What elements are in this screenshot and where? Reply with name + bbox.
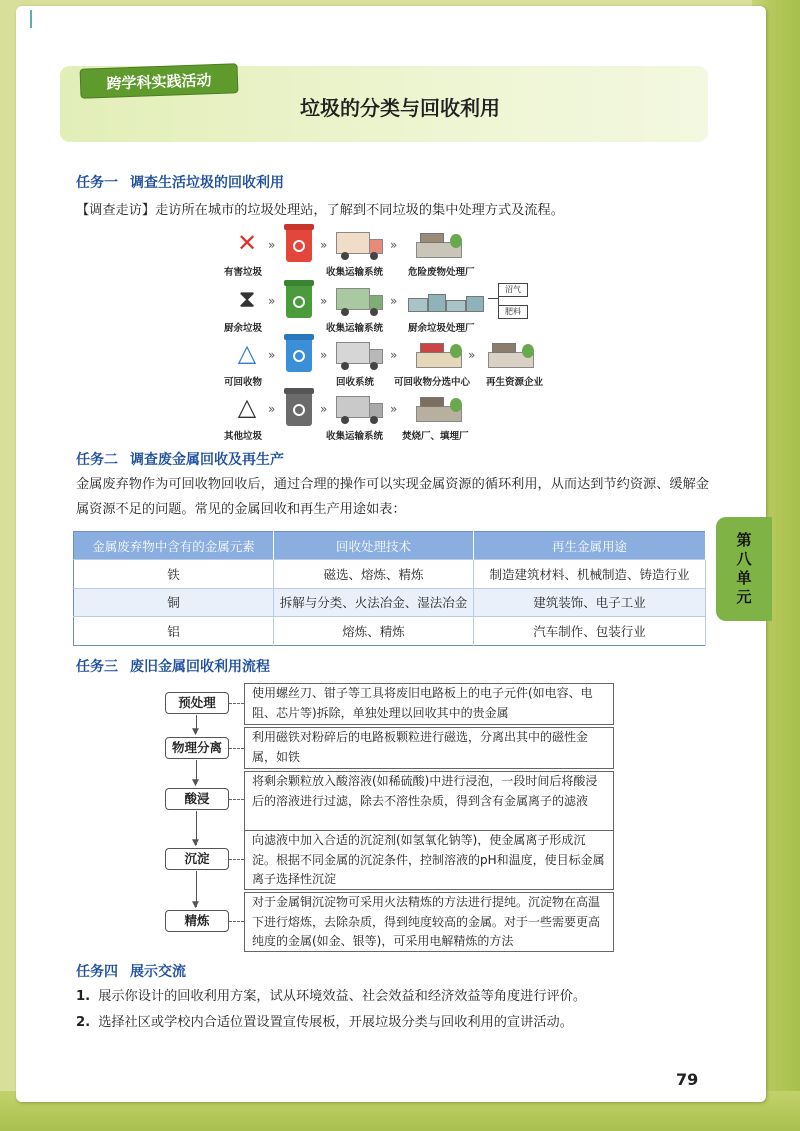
task2-subtitle: 调查废金属回收及再生产 <box>130 452 284 468</box>
truck-icon <box>336 340 384 370</box>
unit-tab-char: 单 <box>736 569 752 587</box>
table-cell: 磁选、熔炼、精炼 <box>274 560 474 589</box>
flow-category: 有害垃圾 <box>224 267 263 278</box>
connector <box>229 799 244 800</box>
recycle-icon: △ <box>237 339 257 367</box>
list-text: 展示你设计的回收利用方案，试从环境效益、社会效益和经济效益等角度进行评价。 <box>98 989 587 1004</box>
unit-side-tab <box>716 517 772 621</box>
flow-category: 其他垃圾 <box>224 431 263 442</box>
processing-plant-icon <box>408 290 486 316</box>
table-row <box>74 560 706 589</box>
flow-category: 厨余垃圾 <box>224 323 263 334</box>
connector <box>229 921 244 922</box>
hazard-x-icon: ✕ <box>236 229 258 257</box>
table-row <box>74 617 706 646</box>
task2-heading <box>76 449 284 469</box>
step-physical-separation: 物理分离 <box>165 737 229 759</box>
table-header: 金属废弃物中含有的金属元素 <box>74 532 274 560</box>
task3-heading <box>76 656 270 676</box>
list-number: 2. <box>76 1015 91 1030</box>
factory-icon <box>416 228 462 258</box>
down-arrow-icon: ▼ <box>192 727 199 737</box>
page-title: 垃圾的分类与回收利用 <box>300 96 500 120</box>
flow-facility: 厨余垃圾处理厂 <box>408 323 475 334</box>
activity-badge: 跨学科实践活动 <box>80 63 239 98</box>
step-desc: 向滤液中加入合适的沉淀剂(如氢氧化钠等)，使金属离子形成沉淀。根据不同金属的沉淀条件，控制溶液的pH和温度，使目标金属离子选择性沉淀 <box>244 830 614 890</box>
arrow-icon: » <box>268 402 276 416</box>
flow-category: 可回收物 <box>224 377 263 388</box>
flow-facility: 焚烧厂、填埋厂 <box>402 431 469 442</box>
table-header: 回收处理技术 <box>274 532 474 560</box>
red-bin-icon <box>286 228 312 262</box>
arrow-icon: » <box>468 348 476 362</box>
arrow-icon: » <box>320 238 328 252</box>
truck-icon <box>336 286 384 316</box>
task4-label: 任务四 <box>76 964 118 980</box>
flow-transport: 收集运输系统 <box>326 267 384 278</box>
table-row <box>74 588 706 617</box>
step-pretreatment: 预处理 <box>165 692 229 714</box>
table-cell: 制造建筑材料、机械制造、铸造行业 <box>474 560 706 589</box>
flow-row-recyclable <box>222 338 582 390</box>
arrow-icon: » <box>320 348 328 362</box>
step-precipitation: 沉淀 <box>165 848 229 870</box>
step-acid-leaching: 酸浸 <box>165 788 229 810</box>
down-arrow-icon: ▼ <box>192 900 199 910</box>
unit-tab-char: 八 <box>736 550 752 568</box>
task4-heading <box>76 961 186 981</box>
flow-row-hazardous <box>222 228 582 280</box>
flow-transport: 回收系统 <box>336 377 375 388</box>
arrow-icon: » <box>268 348 276 362</box>
task3-subtitle: 废旧金属回收利用流程 <box>130 659 270 675</box>
corner-mark <box>30 10 38 28</box>
task1-heading <box>76 172 284 192</box>
table-cell: 汽车制作、包装行业 <box>474 617 706 646</box>
output-biogas: 沼气 <box>498 283 528 297</box>
down-arrow-icon: ▼ <box>192 778 199 788</box>
task1-label: 任务一 <box>76 175 118 191</box>
task3-label: 任务三 <box>76 659 118 675</box>
arrow-icon: » <box>390 238 398 252</box>
flow-row-kitchen <box>222 284 582 336</box>
arrow-icon: » <box>390 402 398 416</box>
table-cell: 建筑装饰、电子工业 <box>474 588 706 617</box>
flow-facility2: 再生资源企业 <box>486 377 544 388</box>
branch-line <box>488 298 498 299</box>
table-cell: 拆解与分类、火法冶金、湿法冶金 <box>274 588 474 617</box>
unit-tab-char: 元 <box>736 588 752 606</box>
sorting-center-icon <box>416 338 462 368</box>
list-item <box>76 985 716 1009</box>
flow-transport: 收集运输系统 <box>326 323 384 334</box>
task4-subtitle: 展示交流 <box>130 964 186 980</box>
task2-label: 任务二 <box>76 452 118 468</box>
flow-row-other <box>222 392 582 444</box>
arrow-icon: » <box>390 348 398 362</box>
hourglass-icon: ⧗ <box>238 285 256 313</box>
arrow-icon: » <box>320 294 328 308</box>
arrow-icon: » <box>268 294 276 308</box>
step-refining: 精炼 <box>165 910 229 932</box>
green-bin-icon <box>286 284 312 318</box>
connector <box>229 859 244 860</box>
table-cell: 铝 <box>74 617 274 646</box>
unit-tab-char: 第 <box>736 531 752 549</box>
flow-facility: 可回收物分选中心 <box>394 377 471 388</box>
arrow-icon: » <box>390 294 398 308</box>
flow-facility: 危险废物处理厂 <box>408 267 475 278</box>
task1-subtitle: 调查生活垃圾的回收利用 <box>130 175 284 191</box>
step-desc: 将剩余颗粒放入酸溶液(如稀硫酸)中进行浸泡，一段时间后将酸浸后的溶液进行过滤，除去不溶性杂质，得到含有金属离子的滤液 <box>244 771 614 831</box>
gray-bin-icon <box>286 392 312 426</box>
down-arrow-icon: ▼ <box>192 838 199 848</box>
table-header-row <box>74 532 706 560</box>
truck-icon <box>336 394 384 424</box>
list-number: 1. <box>76 989 91 1004</box>
flow-transport: 收集运输系统 <box>326 431 384 442</box>
metal-recycling-table <box>73 531 706 646</box>
truck-icon <box>336 230 384 260</box>
recycling-enterprise-icon <box>488 338 534 368</box>
incineration-icon <box>416 392 462 422</box>
connector <box>229 748 244 749</box>
connector <box>229 703 244 704</box>
arrow-icon: » <box>268 238 276 252</box>
step-desc: 使用螺丝刀、钳子等工具将废旧电路板上的电子元件(如电容、电阻、芯片等)拆除，单独处理以回收其中的贵金属 <box>244 683 614 725</box>
blue-bin-icon <box>286 338 312 372</box>
page-number: 79 <box>676 1070 699 1089</box>
output-fertilizer: 肥料 <box>498 305 528 319</box>
task1-text: 【调查走访】走访所在城市的垃圾处理站，了解到不同垃圾的集中处理方式及流程。 <box>76 203 564 218</box>
task2-text: 金属废弃物作为可回收物回收后，通过合理的操作可以实现金属资源的循环利用，从而达到节约资源、缓解金属资源不足的问题。常见的金属回收和再生产用途如表： <box>76 477 709 517</box>
table-header: 再生金属用途 <box>474 532 706 560</box>
table-cell: 铁 <box>74 560 274 589</box>
table-cell: 铜 <box>74 588 274 617</box>
list-item <box>76 1011 716 1035</box>
table-cell: 熔炼、精炼 <box>274 617 474 646</box>
list-text: 选择社区或学校内合适位置设置宣传展板，开展垃圾分类与回收利用的宣讲活动。 <box>98 1015 573 1030</box>
arrow-icon: » <box>320 402 328 416</box>
other-waste-icon: △ <box>237 393 257 421</box>
step-desc: 利用磁铁对粉碎后的电路板颗粒进行磁选，分离出其中的磁性金属，如铁 <box>244 727 614 769</box>
step-desc: 对于金属铜沉淀物可采用火法精炼的方法进行提纯。沉淀物在高温下进行熔炼，去除杂质，得到纯度较高的金属。对于一些需要更高纯度的金属(如金、银等)，可采用电解精炼的方法 <box>244 892 614 952</box>
